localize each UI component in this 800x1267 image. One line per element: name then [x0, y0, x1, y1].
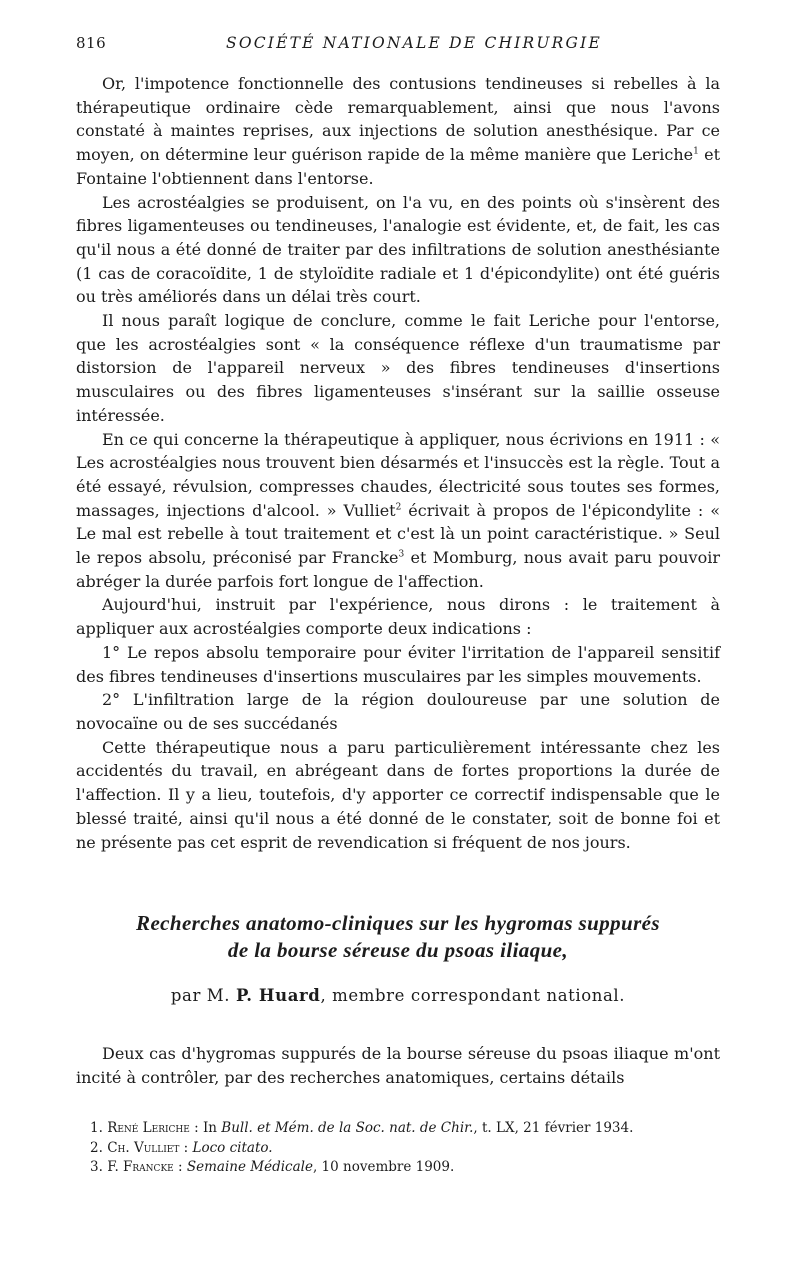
footnote: [90, 1158, 710, 1178]
footnotes: [90, 1119, 710, 1178]
body-text: [76, 72, 720, 854]
footnote-sep: :: [173, 1159, 187, 1175]
article-heading: [76, 910, 720, 1005]
footnote-ref: 1: [693, 146, 699, 157]
footnote-source: Semaine Médicale: [186, 1159, 313, 1175]
paragraph-text: et Fontaine l'obtiennent dans l'entorse.: [76, 145, 721, 188]
footnote-source: Bull. et Mém. de la Soc. nat. de Chir.: [221, 1120, 474, 1136]
author-name: P. Huard: [235, 986, 321, 1005]
paragraph: [76, 72, 720, 191]
running-title: SOCIÉTÉ NATIONALE DE CHIRURGIE: [226, 34, 602, 52]
paragraph: Les acrostéalgies se produisent, on l'a vu, en des points où s'insèrent des fibres ligamenteuses ou tendineuses, l'analogie est évidente, et, de fait, les cas qu'il nous a été donné de traiter par des infiltrations de solution anesthésiante (1 cas de coracoïdite, 1 de styloïdite radiale et 1 d'épicondylite) ont été guéris ou très améliorés dans un délai très court.: [76, 192, 720, 307]
list-item: 1° Le repos absolu temporaire pour éviter l'irritation de l'appareil sensitif des fibres tendineuses d'insertions musculaires par les simples mouvements.: [76, 642, 720, 686]
byline-prefix: par M.: [170, 986, 236, 1005]
footnote: [90, 1139, 710, 1159]
paragraph-text: Or, l'impotence fonctionnelle des contusions tendineuses si rebelles à la thérapeutique ordinaire cède remarquablement, ainsi que nous l'avons constaté à maintes reprises, aux injections de solution anesthésique. Par ce moyen, on détermine leur guérison rapide de la même manière que Leriche: [76, 74, 720, 165]
article-title-line: Recherches anatomo-cliniques sur les hygromas suppurés: [136, 911, 660, 935]
footnote-author: René Leriche: [107, 1120, 190, 1136]
list-item: 2° L'infiltration large de la région douloureuse par une solution de novocaïne ou de ses succédanés: [76, 690, 720, 733]
footnote-number: 1.: [90, 1120, 103, 1136]
footnote-sep: :: [179, 1139, 193, 1156]
footnote-rest: , t. LX, 21 février 1934.: [473, 1120, 634, 1136]
footnote-author: Ch. Vulliet: [107, 1139, 180, 1156]
footnote-number: 2.: [90, 1139, 103, 1156]
footnote-sep: : In: [189, 1120, 222, 1136]
article-title-line: de la bourse séreuse du psoas iliaque,: [227, 938, 569, 962]
article-intro: Deux cas d'hygromas suppurés de la bourse séreuse du psoas iliaque m'ont incité à contrôler, par des recherches anatomiques, certains détails: [76, 1044, 720, 1087]
footnote-author: F. Francke: [107, 1159, 174, 1175]
paragraph-text: En ce qui concerne la thérapeutique à appliquer, nous écrivions en 1911 : « Les acrostéalgies nous trouvent bien désarmés et l'insuccès est la règle. Tout a été essayé, révulsion, compresses chaudes, électricité sous toutes ses formes, massages, injections d'alcool. » Vulliet: [76, 429, 720, 520]
byline: [76, 986, 720, 1005]
footnote-source: Loco citato.: [192, 1139, 273, 1156]
page-number: 816: [76, 34, 107, 52]
footnote-number: 3.: [90, 1159, 103, 1175]
page-header: [76, 34, 720, 58]
paragraph: Il nous paraît logique de conclure, comme le fait Leriche pour l'entorse, que les acrostéalgies sont « la conséquence réflexe d'un traumatisme par distorsion de l'appareil nerveux » des fibres tendineuses d'insertions musculaires ou des fibres ligamenteuses s'insérant sur la saillie osseuse intéressée.: [76, 311, 720, 425]
paragraph: Aujourd'hui, instruit par l'expérience, nous dirons : le traitement à appliquer aux acrostéalgies comporte deux indications :: [76, 595, 720, 639]
footnote-ref: 2: [395, 502, 402, 513]
paragraph: Cette thérapeutique nous a paru particulièrement intéressante chez les accidentés du travail, en abrégeant dans de fortes proportions la durée de l'affection. Il y a lieu, toutefois, d'y apporter ce correctif indispensable que le blessé traité, ainsi qu'il nous a été donné de le constater, soit de bonne foi et ne présente pas cet esprit de revendication si fréquent de nos jours.: [76, 737, 720, 852]
byline-suffix: , membre correspondant national.: [320, 986, 626, 1005]
footnote-ref: 3: [398, 549, 405, 560]
paragraph-text: écrivait à propos de l'épicondylite : « Le mal est rebelle à tout traitement et c'est là un point caractéristique. » Seul le repos absolu, préconisé par Francke: [76, 500, 720, 568]
paragraph-text: et Momburg, nous avait paru pouvoir abréger la durée parfois fort longue de l'affection.: [76, 548, 720, 591]
footnote: [90, 1119, 710, 1139]
footnote-rest: , 10 novembre 1909.: [312, 1159, 455, 1175]
paragraph: [76, 428, 720, 594]
